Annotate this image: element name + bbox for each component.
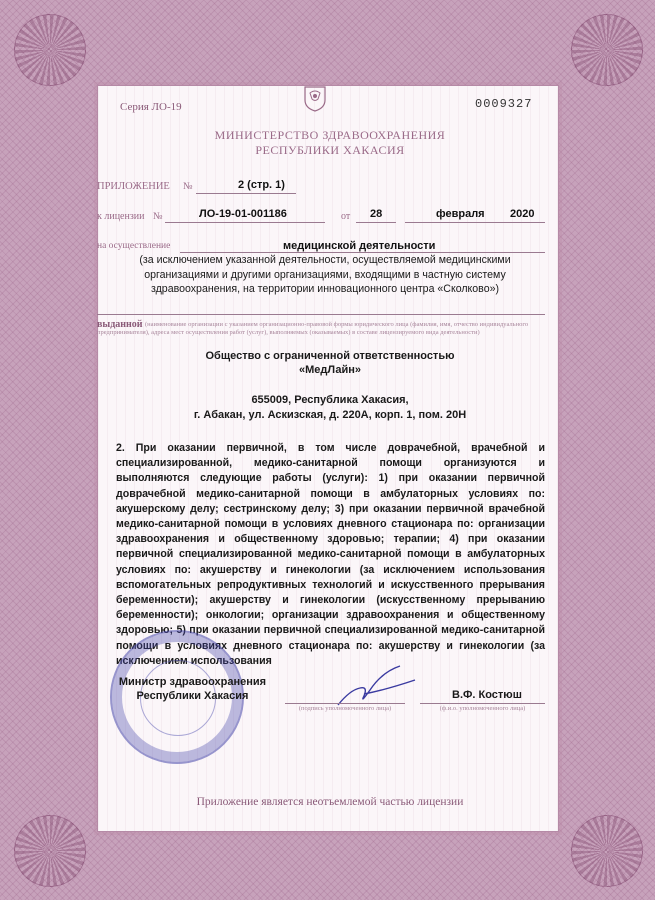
issued-label: выданной <box>97 319 143 330</box>
license-label: к лицензии <box>97 211 145 222</box>
signatory-organization <box>110 675 275 703</box>
appendix-underline <box>196 193 296 194</box>
ministry-title <box>170 128 490 158</box>
organization-line-2: «МедЛайн» <box>298 364 361 376</box>
signatory-name: В.Ф. Костюш <box>452 689 522 701</box>
name-hint: (ф.и.о. уполномоченного лица) <box>439 705 526 712</box>
ministry-line-1: МИНИСТЕРСТВО ЗДРАВООХРАНЕНИЯ <box>214 128 446 142</box>
signatory-line-2: Республики Хакасия <box>136 690 249 702</box>
address-line-2: г. Абакан, ул. Аскизская, д. 220А, корп. 1, пом. 20Н <box>193 409 467 421</box>
license-year: 2020 <box>510 208 535 220</box>
emblem-icon <box>303 84 327 117</box>
corner-rosette-top-left <box>14 14 86 86</box>
license-number: ЛО-19-01-001186 <box>199 208 287 220</box>
signature-line <box>285 703 405 704</box>
serial-number: 0009327 <box>475 97 533 111</box>
appendix-value: 2 (стр. 1) <box>238 179 285 191</box>
activity-note: (за исключением указанной деятельности, осуществляемой медицинскими организациями и другими организациями, входящими в частную систему здравоохранения, на территории инновационного центра «Сколково») <box>139 254 511 295</box>
issued-top-rule <box>97 314 545 315</box>
name-line <box>420 703 545 704</box>
license-number-sign: № <box>153 211 163 222</box>
organization-address <box>140 393 520 423</box>
activity-label: на осуществление <box>97 241 171 251</box>
license-from-label: от <box>341 211 351 222</box>
license-number-underline <box>165 222 325 223</box>
organization-line-1: Общество с ограниченной ответственностью <box>205 350 455 362</box>
appendix-number-sign: № <box>183 181 193 192</box>
license-day-underline <box>356 222 396 223</box>
ministry-line-2: РЕСПУБЛИКИ ХАКАСИЯ <box>255 143 405 157</box>
footer-note: Приложение является неотъемлемой частью лицензии <box>196 796 464 808</box>
issued-hint: (наименование организации с указанием организационно-правовой формы юридического лица (фамилия, имя, отчество индивидуального предпринимателя), адреса мест осуществления работ (услуг), выполняемых (оказываемых) в составе лицензируемого вида деятельности) <box>97 321 529 336</box>
license-month: февраля <box>436 208 485 220</box>
corner-rosette-top-right <box>571 14 643 86</box>
address-line-1: 655009, Республика Хакасия, <box>251 394 409 406</box>
license-month-underline <box>405 222 545 223</box>
services-list-text: 2. При оказании первичной, в том числе доврачебной, врачебной и специализированной, медико-санитарной помощи организуются и выполняются следующие работы (услуги): 1) при оказании первичной доврачебной медико-санитарной помощи в амбулаторных условиях по: акушерскому делу; сестринскому делу; 3) при оказании первичной врачебной медико-санитарной помощи в условиях дневного стационара по: организации здравоохранения и общественному здоровью; терапии; 4) при оказании первичной специализированной медико-санитарной помощи в амбулаторных условиях по: акушерству и гинекологии (за исключением использования вспомогательных репродуктивных технологий и искусственного прерывания беременности); акушерству и гинекологии (искусственному прерыванию беременности); онкологии; организации здравоохранения и общественному здоровью; 5) при оказании первичной специализированной медико-санитарной помощи в условиях дневного стационара по: акушерству и гинекологии (за исключением использования <box>116 442 545 667</box>
organization-name <box>140 349 520 377</box>
signatory-line-1: Министр здравоохранения <box>118 676 267 688</box>
corner-rosette-bottom-left <box>14 815 86 887</box>
corner-rosette-bottom-right <box>571 815 643 887</box>
signature-hint: (подпись уполномоченного лица) <box>298 705 392 712</box>
appendix-label: ПРИЛОЖЕНИЕ <box>97 181 170 192</box>
series-label: Серия ЛО-19 <box>120 101 182 113</box>
activity-title: медицинской деятельности <box>283 240 436 252</box>
license-day: 28 <box>370 208 383 220</box>
